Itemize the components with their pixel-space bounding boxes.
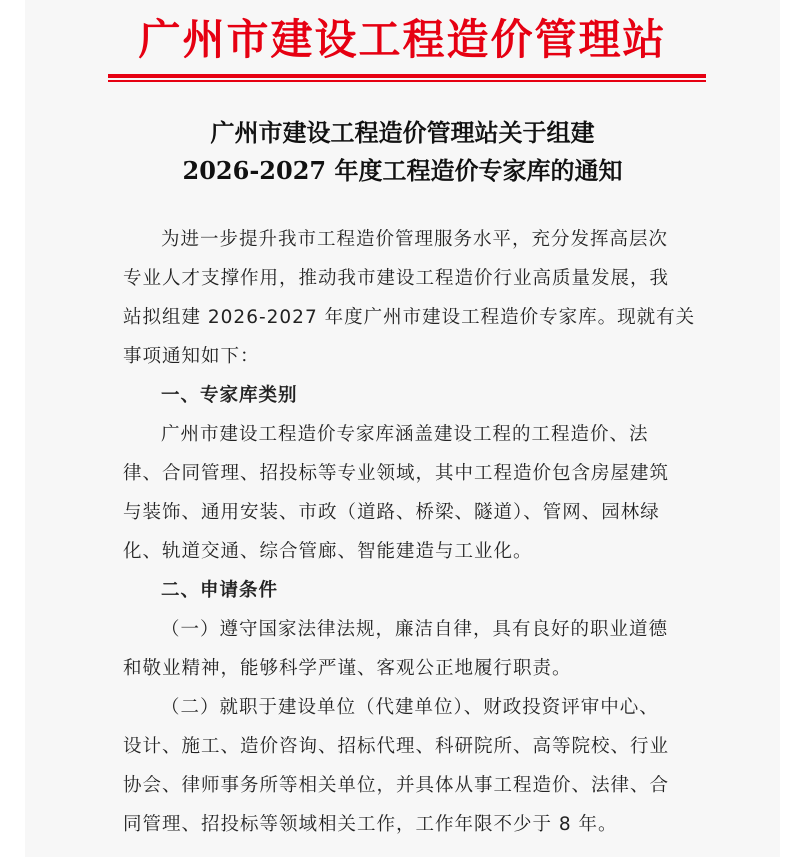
section-2-item-2-line-1: （二）就职于建设单位（代建单位）、财政投资评审中心、 [161,697,659,718]
section-1-line-2: 律、合同管理、招投标等专业领域，其中工程造价包含房屋建筑 [123,463,670,484]
document-page [25,0,780,857]
section-1-line-3: 与装饰、通用安装、市政（道路、桥梁、隧道）、管网、园林绿 [123,502,660,523]
section-2-item-2-line-4: 同管理、招投标等领域相关工作，工作年限不少于 8 年。 [123,814,618,835]
section-2-item-1-line-1: （一）遵守国家法律法规，廉洁自律，具有良好的职业道德 [161,619,669,640]
document-title-line-1: 广州市建设工程造价管理站关于组建 [210,118,595,147]
document-title-line-2: 2026-2027 年度工程造价专家库的通知 [182,156,623,185]
section-2-heading: 二、申请条件 [161,580,279,601]
masthead-rule-thin [108,80,706,82]
section-2-item-1-line-2: 和敬业精神，能够科学严谨、客观公正地履行职责。 [123,658,572,679]
intro-line-2: 专业人才支撑作用，推动我市建设工程造价行业高质量发展，我 [123,268,670,289]
section-1-line-4: 化、轨道交通、综合管廊、智能建造与工业化。 [123,541,533,562]
section-2-item-2-line-3: 协会、律师事务所等相关单位，并具体从事工程造价、法律、合 [123,775,670,796]
intro-line-3: 站拟组建 2026-2027 年度广州市建设工程造价专家库。现就有关 [123,307,696,328]
masthead-title: 广州市建设工程造价管理站 [138,15,667,64]
intro-line-1: 为进一步提升我市工程造价管理服务水平，充分发挥高层次 [161,229,669,250]
section-1-heading: 一、专家库类别 [161,385,298,406]
intro-line-4: 事项通知如下： [123,346,260,367]
section-2-item-2-line-2: 设计、施工、造价咨询、招标代理、科研院所、高等院校、行业 [123,736,670,757]
masthead-rule-thick [108,74,706,78]
document-body [123,220,737,844]
section-1-line-1: 广州市建设工程造价专家库涵盖建设工程的工程造价、法 [161,424,649,445]
